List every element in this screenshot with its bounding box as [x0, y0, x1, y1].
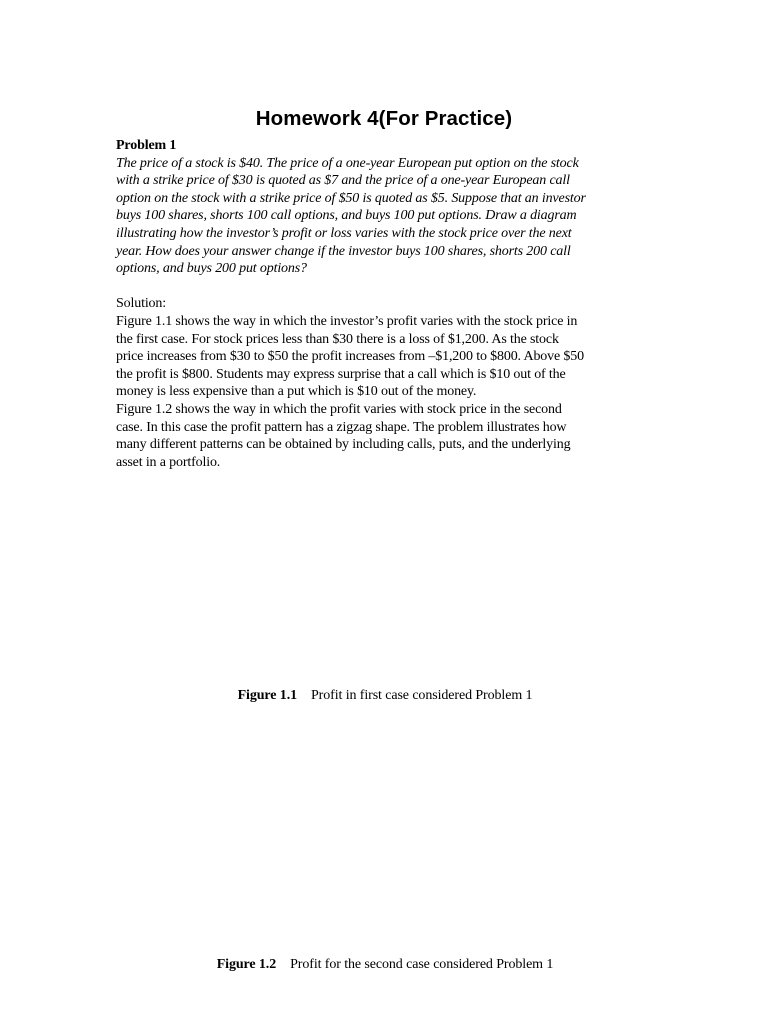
solution-text [116, 313, 656, 471]
problem-line: with a strike price of $30 is quoted as $7 and the price of a one-year European call [116, 173, 570, 189]
solution-line: Figure 1.2 shows the way in which the profit varies with stock price in the second [116, 401, 562, 417]
figure-caption [0, 957, 768, 973]
problem-heading: Problem 1 [116, 138, 177, 153]
solution-line: case. In this case the profit pattern has a zigzag shape. The problem illustrates how [116, 419, 567, 435]
problem-line: buys 100 shares, shorts 100 call options, and buys 100 put options. Draw a diagram [116, 208, 577, 224]
solution-heading: Solution: [116, 296, 166, 312]
problem-statement [116, 155, 656, 278]
page-title: Homework 4(For Practice) [255, 107, 513, 130]
solution-line: price increases from $30 to $50 the profit increases from –$1,200 to $800. Above $50 [116, 349, 584, 365]
solution-line: many different patterns can be obtained by including calls, puts, and the underlying [116, 437, 571, 453]
solution-line: asset in a portfolio. [116, 454, 221, 470]
figure-label: Figure 1.2 [216, 957, 277, 972]
paragraph-gap [116, 278, 656, 296]
solution-line: money is less expensive than a put which is $10 out of the money. [116, 384, 477, 400]
figure-caption-text: Profit in first case considered Problem 1 [311, 688, 533, 703]
solution-line: the profit is $800. Students may express surprise that a call which is $10 out of the [116, 366, 566, 382]
problem-line: The price of a stock is $40. The price of a one-year European put option on the stock [116, 155, 579, 171]
problem-line: year. How does your answer change if the investor buys 100 shares, shorts 200 call [116, 243, 571, 259]
figure-label: Figure 1.1 [237, 688, 297, 703]
solution-line: the first case. For stock prices less than $30 there is a loss of $1,200. As the stock [116, 331, 559, 347]
problem-line: option on the stock with a strike price of $50 is quoted as $5. Suppose that an investor [116, 190, 586, 206]
document-body [116, 137, 656, 471]
solution-line: Figure 1.1 shows the way in which the investor’s profit varies with the stock price in [116, 313, 578, 329]
figure-caption-text: Profit for the second case considered Problem 1 [290, 957, 554, 972]
problem-line: illustrating how the investor’s profit or loss varies with the stock price over the next [116, 225, 572, 241]
figure-caption [0, 688, 768, 704]
problem-line: options, and buys 200 put options? [116, 261, 307, 277]
